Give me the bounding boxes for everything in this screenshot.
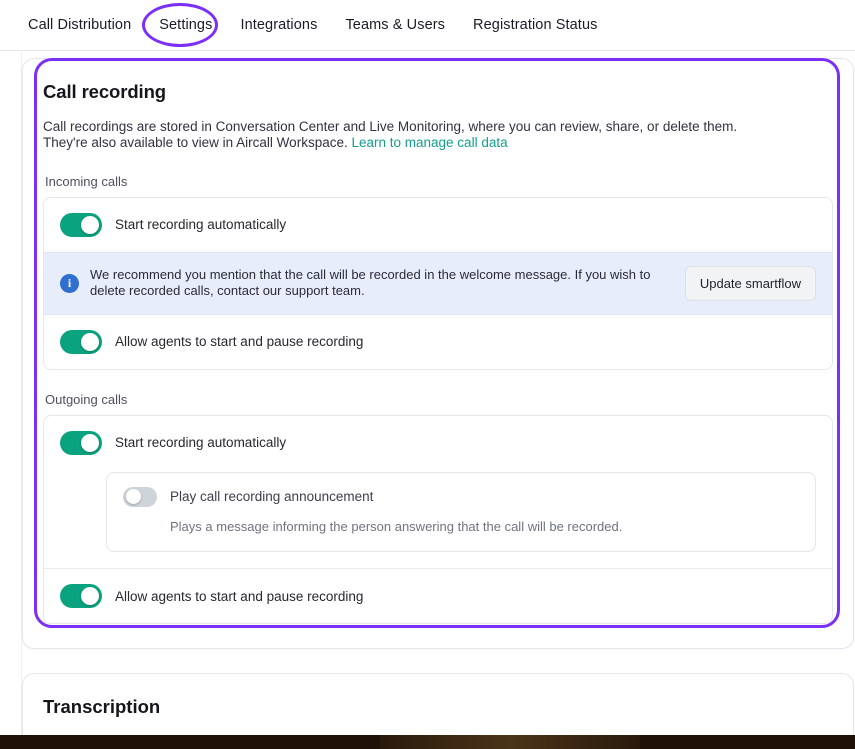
- play-announcement-toggle[interactable]: [123, 487, 157, 507]
- incoming-calls-group-label: Incoming calls: [45, 173, 128, 189]
- transcription-title: Transcription: [43, 696, 161, 718]
- call-recording-description: [43, 119, 783, 152]
- call-recording-card-wrapper: [22, 58, 840, 649]
- outgoing-calls-panel: [43, 415, 833, 624]
- play-announcement-label: Play call recording announcement: [170, 489, 374, 505]
- outgoing-allow-agents-divider: [44, 568, 832, 623]
- call-recording-card: [22, 58, 854, 649]
- outgoing-calls-group-label: Outgoing calls: [45, 391, 128, 407]
- incoming-start-auto-row: [44, 198, 832, 252]
- announcement-header: [123, 487, 799, 507]
- announcement-subcard: [106, 472, 816, 552]
- incoming-start-auto-toggle[interactable]: [60, 213, 102, 237]
- incoming-allow-agents-toggle[interactable]: [60, 330, 102, 354]
- info-icon: i: [60, 274, 79, 293]
- toggle-knob: [81, 216, 99, 234]
- toggle-knob: [81, 587, 99, 605]
- outgoing-allow-agents-row: [44, 569, 832, 623]
- update-smartflow-button[interactable]: Update smartflow: [685, 266, 816, 301]
- toggle-knob: [81, 333, 99, 351]
- tab-registration-status[interactable]: Registration Status: [473, 17, 598, 33]
- outgoing-allow-agents-label: Allow agents to start and pause recording: [115, 588, 364, 604]
- incoming-allow-agents-label: Allow agents to start and pause recording: [115, 334, 364, 350]
- tab-teams-users[interactable]: Teams & Users: [345, 17, 446, 33]
- call-recording-description-text: Call recordings are stored in Conversation Center and Live Monitoring, where you can review, share, or delete them. They're also available to view in Aircall Workspace.: [43, 119, 738, 151]
- manage-call-data-link[interactable]: Learn to manage call data: [351, 135, 508, 151]
- call-recording-title: Call recording: [43, 81, 166, 102]
- tab-integrations[interactable]: Integrations: [240, 17, 318, 33]
- outgoing-start-auto-row: [44, 416, 832, 470]
- incoming-start-auto-label: Start recording automatically: [115, 217, 287, 233]
- settings-content: [0, 58, 855, 749]
- top-tabbar: [0, 0, 855, 51]
- outgoing-allow-agents-toggle[interactable]: [60, 584, 102, 608]
- outgoing-start-auto-label: Start recording automatically: [115, 435, 287, 451]
- incoming-recommendation-banner: [44, 252, 832, 315]
- play-announcement-note: Plays a message informing the person answering that the call will be recorded.: [170, 518, 623, 534]
- toggle-knob: [81, 434, 99, 452]
- incoming-calls-panel: [43, 197, 833, 370]
- desktop-bottom-strip: [0, 735, 855, 749]
- outgoing-start-auto-toggle[interactable]: [60, 431, 102, 455]
- toggle-knob: [126, 489, 141, 504]
- bottom-strip-sheen: [380, 735, 640, 749]
- tab-call-distribution[interactable]: Call Distribution: [28, 17, 132, 33]
- tab-settings[interactable]: Settings: [159, 17, 213, 33]
- incoming-banner-text: We recommend you mention that the call will be recorded in the welcome message. If you wish to delete recorded calls, contact our support team.: [90, 266, 651, 299]
- incoming-allow-agents-row: [44, 315, 832, 369]
